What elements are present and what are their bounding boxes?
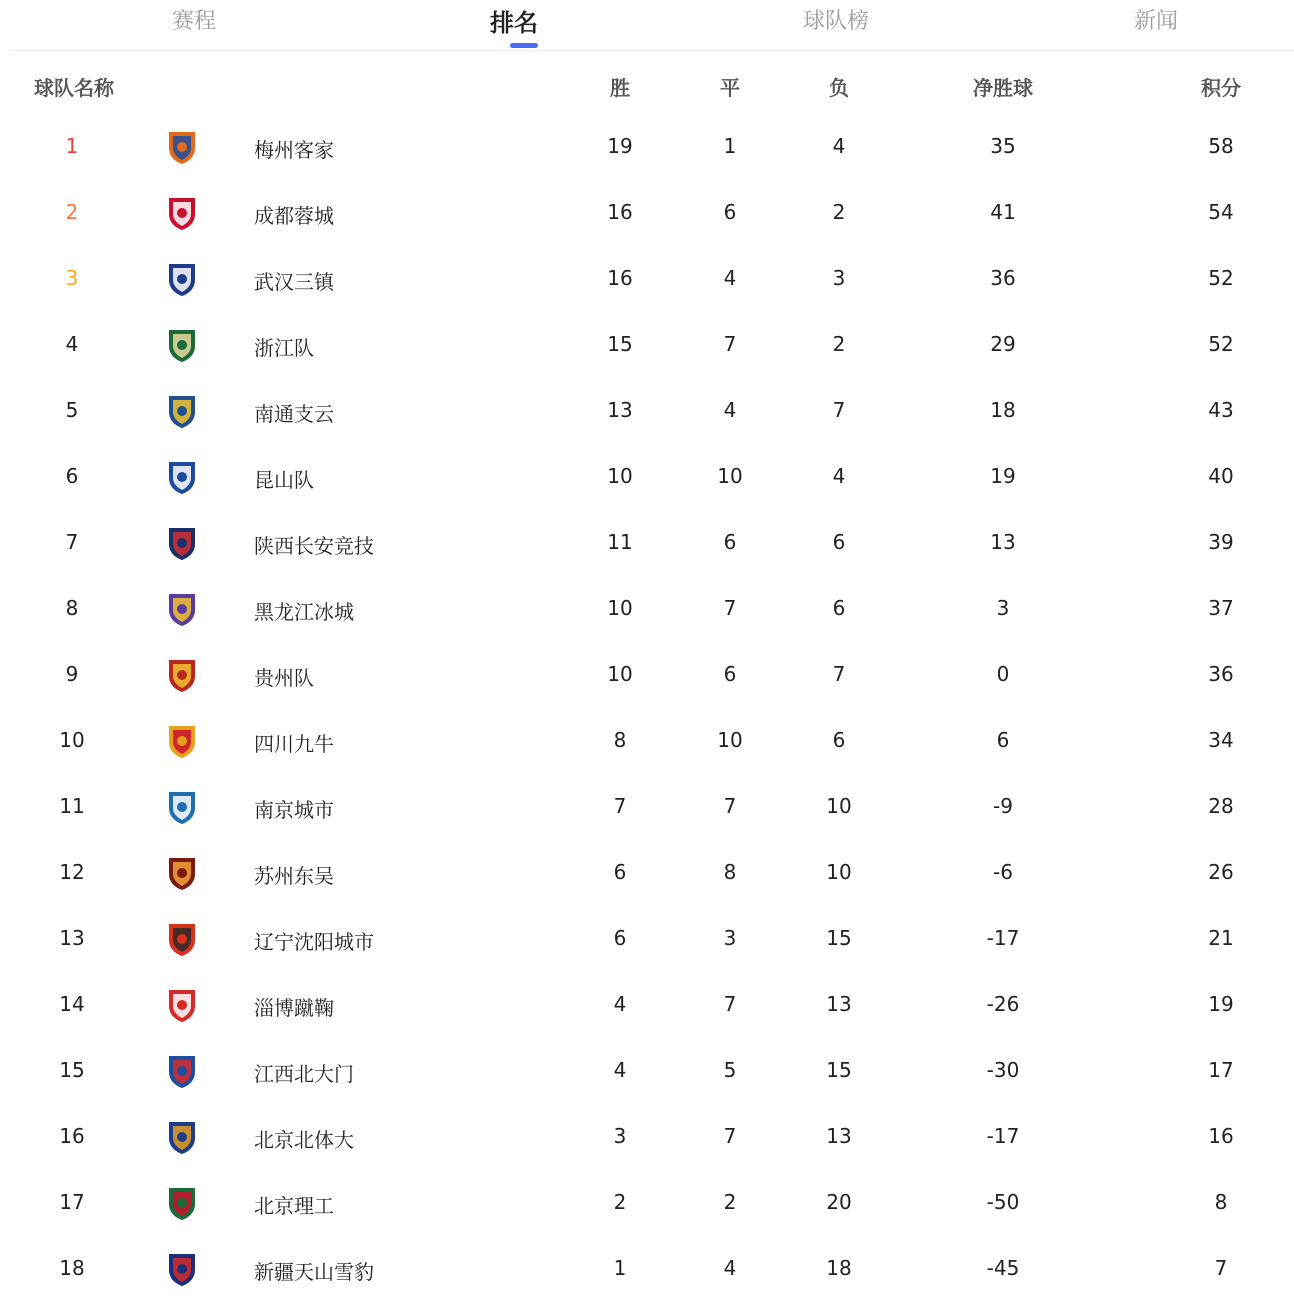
table-row[interactable]: [0, 180, 1294, 246]
meizhou-hakka-crest-icon: [163, 128, 201, 166]
draws: 6: [723, 530, 737, 554]
wins: 15: [607, 332, 633, 356]
zibo-cuju-crest-icon: [163, 986, 201, 1024]
team-name[interactable]: 四川九牛: [254, 732, 334, 756]
wins: 8: [613, 728, 627, 752]
team-name[interactable]: 苏州东吴: [254, 864, 334, 888]
draws: 4: [723, 1256, 737, 1280]
points: 54: [1208, 200, 1234, 224]
losses: 7: [832, 662, 846, 686]
losses: 7: [832, 398, 846, 422]
table-row[interactable]: [0, 972, 1294, 1038]
nantong-zhiyun-crest-icon: [163, 392, 201, 430]
wins: 10: [607, 662, 633, 686]
tab-bar: [10, 0, 1294, 51]
draws: 5: [723, 1058, 737, 1082]
wuhan-three-towns-crest-icon: [163, 260, 201, 298]
draws: 10: [717, 464, 743, 488]
rank: 7: [65, 530, 79, 554]
wins: 16: [607, 266, 633, 290]
wins: 11: [607, 530, 633, 554]
sichuan-jiuniu-crest-icon: [163, 722, 201, 760]
goal-difference: -26: [986, 992, 1020, 1016]
table-row[interactable]: [0, 576, 1294, 642]
wins: 4: [613, 1058, 627, 1082]
losses: 4: [832, 134, 846, 158]
goal-difference: 19: [990, 464, 1016, 488]
xinjiang-tianshan-leopard-crest-icon: [163, 1250, 201, 1288]
draws: 2: [723, 1190, 737, 1214]
table-row[interactable]: [0, 378, 1294, 444]
wins: 10: [607, 464, 633, 488]
points: 43: [1208, 398, 1234, 422]
points: 34: [1208, 728, 1234, 752]
wins: 2: [613, 1190, 627, 1214]
points: 36: [1208, 662, 1234, 686]
rank: 14: [59, 992, 85, 1016]
losses: 13: [826, 992, 852, 1016]
team-name[interactable]: 新疆天山雪豹: [254, 1260, 374, 1284]
losses: 18: [826, 1256, 852, 1280]
rank: 10: [59, 728, 85, 752]
beijing-bit-crest-icon: [163, 1184, 201, 1222]
rank: 15: [59, 1058, 85, 1082]
table-row[interactable]: [0, 510, 1294, 576]
draws: 7: [723, 332, 737, 356]
shaanxi-changan-crest-icon: [163, 524, 201, 562]
goal-difference: 29: [990, 332, 1016, 356]
team-name[interactable]: 武汉三镇: [254, 270, 334, 294]
losses: 4: [832, 464, 846, 488]
goal-difference: 35: [990, 134, 1016, 158]
rank: 8: [65, 596, 79, 620]
rank: 16: [59, 1124, 85, 1148]
points: 8: [1214, 1190, 1228, 1214]
header-team: 球队名称: [34, 76, 114, 100]
rank: 13: [59, 926, 85, 950]
team-name[interactable]: 陕西长安竞技: [254, 534, 374, 558]
losses: 20: [826, 1190, 852, 1214]
wins: 19: [607, 134, 633, 158]
goal-difference: -50: [986, 1190, 1020, 1214]
table-row[interactable]: [0, 444, 1294, 510]
suzhou-dongwu-crest-icon: [163, 854, 201, 892]
tab-team-rankings[interactable]: 球队榜: [802, 9, 870, 34]
rank: 1: [65, 134, 79, 158]
points: 52: [1208, 266, 1234, 290]
rank: 4: [65, 332, 79, 356]
wins: 6: [613, 926, 627, 950]
team-name[interactable]: 江西北大门: [254, 1062, 354, 1086]
team-name[interactable]: 黑龙江冰城: [254, 600, 354, 624]
table-row[interactable]: [0, 1104, 1294, 1170]
rank: 2: [65, 200, 79, 224]
jiangxi-beidamen-crest-icon: [163, 1052, 201, 1090]
kunshan-crest-icon: [163, 458, 201, 496]
draws: 3: [723, 926, 737, 950]
table-row[interactable]: [0, 774, 1294, 840]
goal-difference: -17: [986, 926, 1020, 950]
losses: 10: [826, 794, 852, 818]
header-points: 积分: [1201, 76, 1241, 100]
liaoning-shenyang-city-crest-icon: [163, 920, 201, 958]
tab-schedule[interactable]: 赛程: [171, 9, 217, 34]
header-win: 胜: [610, 76, 630, 100]
draws: 7: [723, 596, 737, 620]
losses: 6: [832, 596, 846, 620]
header-loss: 负: [829, 76, 849, 100]
losses: 6: [832, 728, 846, 752]
points: 40: [1208, 464, 1234, 488]
wins: 3: [613, 1124, 627, 1148]
team-name[interactable]: 北京北体大: [254, 1128, 354, 1152]
table-row[interactable]: [0, 114, 1294, 180]
table-row[interactable]: [0, 840, 1294, 906]
goal-difference: -45: [986, 1256, 1020, 1280]
team-name[interactable]: 北京理工: [254, 1194, 334, 1218]
nanjing-city-crest-icon: [163, 788, 201, 826]
team-name[interactable]: 昆山队: [254, 468, 314, 492]
rank: 12: [59, 860, 85, 884]
table-row[interactable]: [0, 1038, 1294, 1104]
team-name[interactable]: 成都蓉城: [254, 204, 334, 228]
rank: 5: [65, 398, 79, 422]
losses: 10: [826, 860, 852, 884]
goal-difference: -6: [993, 860, 1013, 884]
losses: 15: [826, 926, 852, 950]
team-name[interactable]: 南通支云: [254, 402, 334, 426]
draws: 10: [717, 728, 743, 752]
team-name[interactable]: 贵州队: [254, 666, 314, 690]
table-row[interactable]: [0, 708, 1294, 774]
points: 26: [1208, 860, 1234, 884]
wins: 1: [613, 1256, 627, 1280]
heilongjiang-ice-city-crest-icon: [163, 590, 201, 628]
losses: 15: [826, 1058, 852, 1082]
table-row[interactable]: [0, 1170, 1294, 1236]
points: 17: [1208, 1058, 1234, 1082]
goal-difference: 3: [996, 596, 1010, 620]
losses: 2: [832, 332, 846, 356]
points: 28: [1208, 794, 1234, 818]
header-goal-diff: 净胜球: [973, 76, 1033, 100]
losses: 13: [826, 1124, 852, 1148]
header-draw: 平: [720, 76, 740, 100]
wins: 4: [613, 992, 627, 1016]
table-row[interactable]: [0, 906, 1294, 972]
points: 19: [1208, 992, 1234, 1016]
draws: 1: [723, 134, 737, 158]
goal-difference: 0: [996, 662, 1010, 686]
tab-standings[interactable]: 排名: [490, 9, 538, 37]
rank: 11: [59, 794, 85, 818]
points: 52: [1208, 332, 1234, 356]
goal-difference: 13: [990, 530, 1016, 554]
zhejiang-crest-icon: [163, 326, 201, 364]
guizhou-crest-icon: [163, 656, 201, 694]
table-row[interactable]: [0, 642, 1294, 708]
points: 37: [1208, 596, 1234, 620]
points: 39: [1208, 530, 1234, 554]
losses: 2: [832, 200, 846, 224]
team-name[interactable]: 淄博蹴鞠: [254, 996, 334, 1020]
goal-difference: 36: [990, 266, 1016, 290]
draws: 4: [723, 266, 737, 290]
table-row[interactable]: [0, 1236, 1294, 1302]
tab-news[interactable]: 新闻: [1133, 9, 1179, 34]
points: 7: [1214, 1256, 1228, 1280]
rank: 9: [65, 662, 79, 686]
losses: 6: [832, 530, 846, 554]
team-name[interactable]: 辽宁沈阳城市: [254, 930, 374, 954]
goal-difference: -17: [986, 1124, 1020, 1148]
team-name[interactable]: 梅州客家: [254, 138, 334, 162]
draws: 6: [723, 200, 737, 224]
draws: 4: [723, 398, 737, 422]
draws: 8: [723, 860, 737, 884]
wins: 6: [613, 860, 627, 884]
wins: 10: [607, 596, 633, 620]
goal-difference: -9: [993, 794, 1013, 818]
wins: 13: [607, 398, 633, 422]
table-row[interactable]: [0, 246, 1294, 312]
wins: 16: [607, 200, 633, 224]
chengdu-rongcheng-crest-icon: [163, 194, 201, 232]
points: 58: [1208, 134, 1234, 158]
goal-difference: 41: [990, 200, 1016, 224]
losses: 3: [832, 266, 846, 290]
points: 21: [1208, 926, 1234, 950]
table-row[interactable]: [0, 312, 1294, 378]
goal-difference: 18: [990, 398, 1016, 422]
draws: 7: [723, 794, 737, 818]
beijing-bsu-crest-icon: [163, 1118, 201, 1156]
goal-difference: 6: [996, 728, 1010, 752]
team-name[interactable]: 浙江队: [254, 336, 314, 360]
active-tab-indicator: [510, 43, 538, 48]
standings-header: [0, 64, 1294, 108]
rank: 18: [59, 1256, 85, 1280]
rank: 3: [65, 266, 79, 290]
rank: 6: [65, 464, 79, 488]
standings-table: [0, 114, 1294, 1302]
points: 16: [1208, 1124, 1234, 1148]
wins: 7: [613, 794, 627, 818]
rank: 17: [59, 1190, 85, 1214]
goal-difference: -30: [986, 1058, 1020, 1082]
draws: 6: [723, 662, 737, 686]
draws: 7: [723, 992, 737, 1016]
team-name[interactable]: 南京城市: [254, 798, 334, 822]
draws: 7: [723, 1124, 737, 1148]
